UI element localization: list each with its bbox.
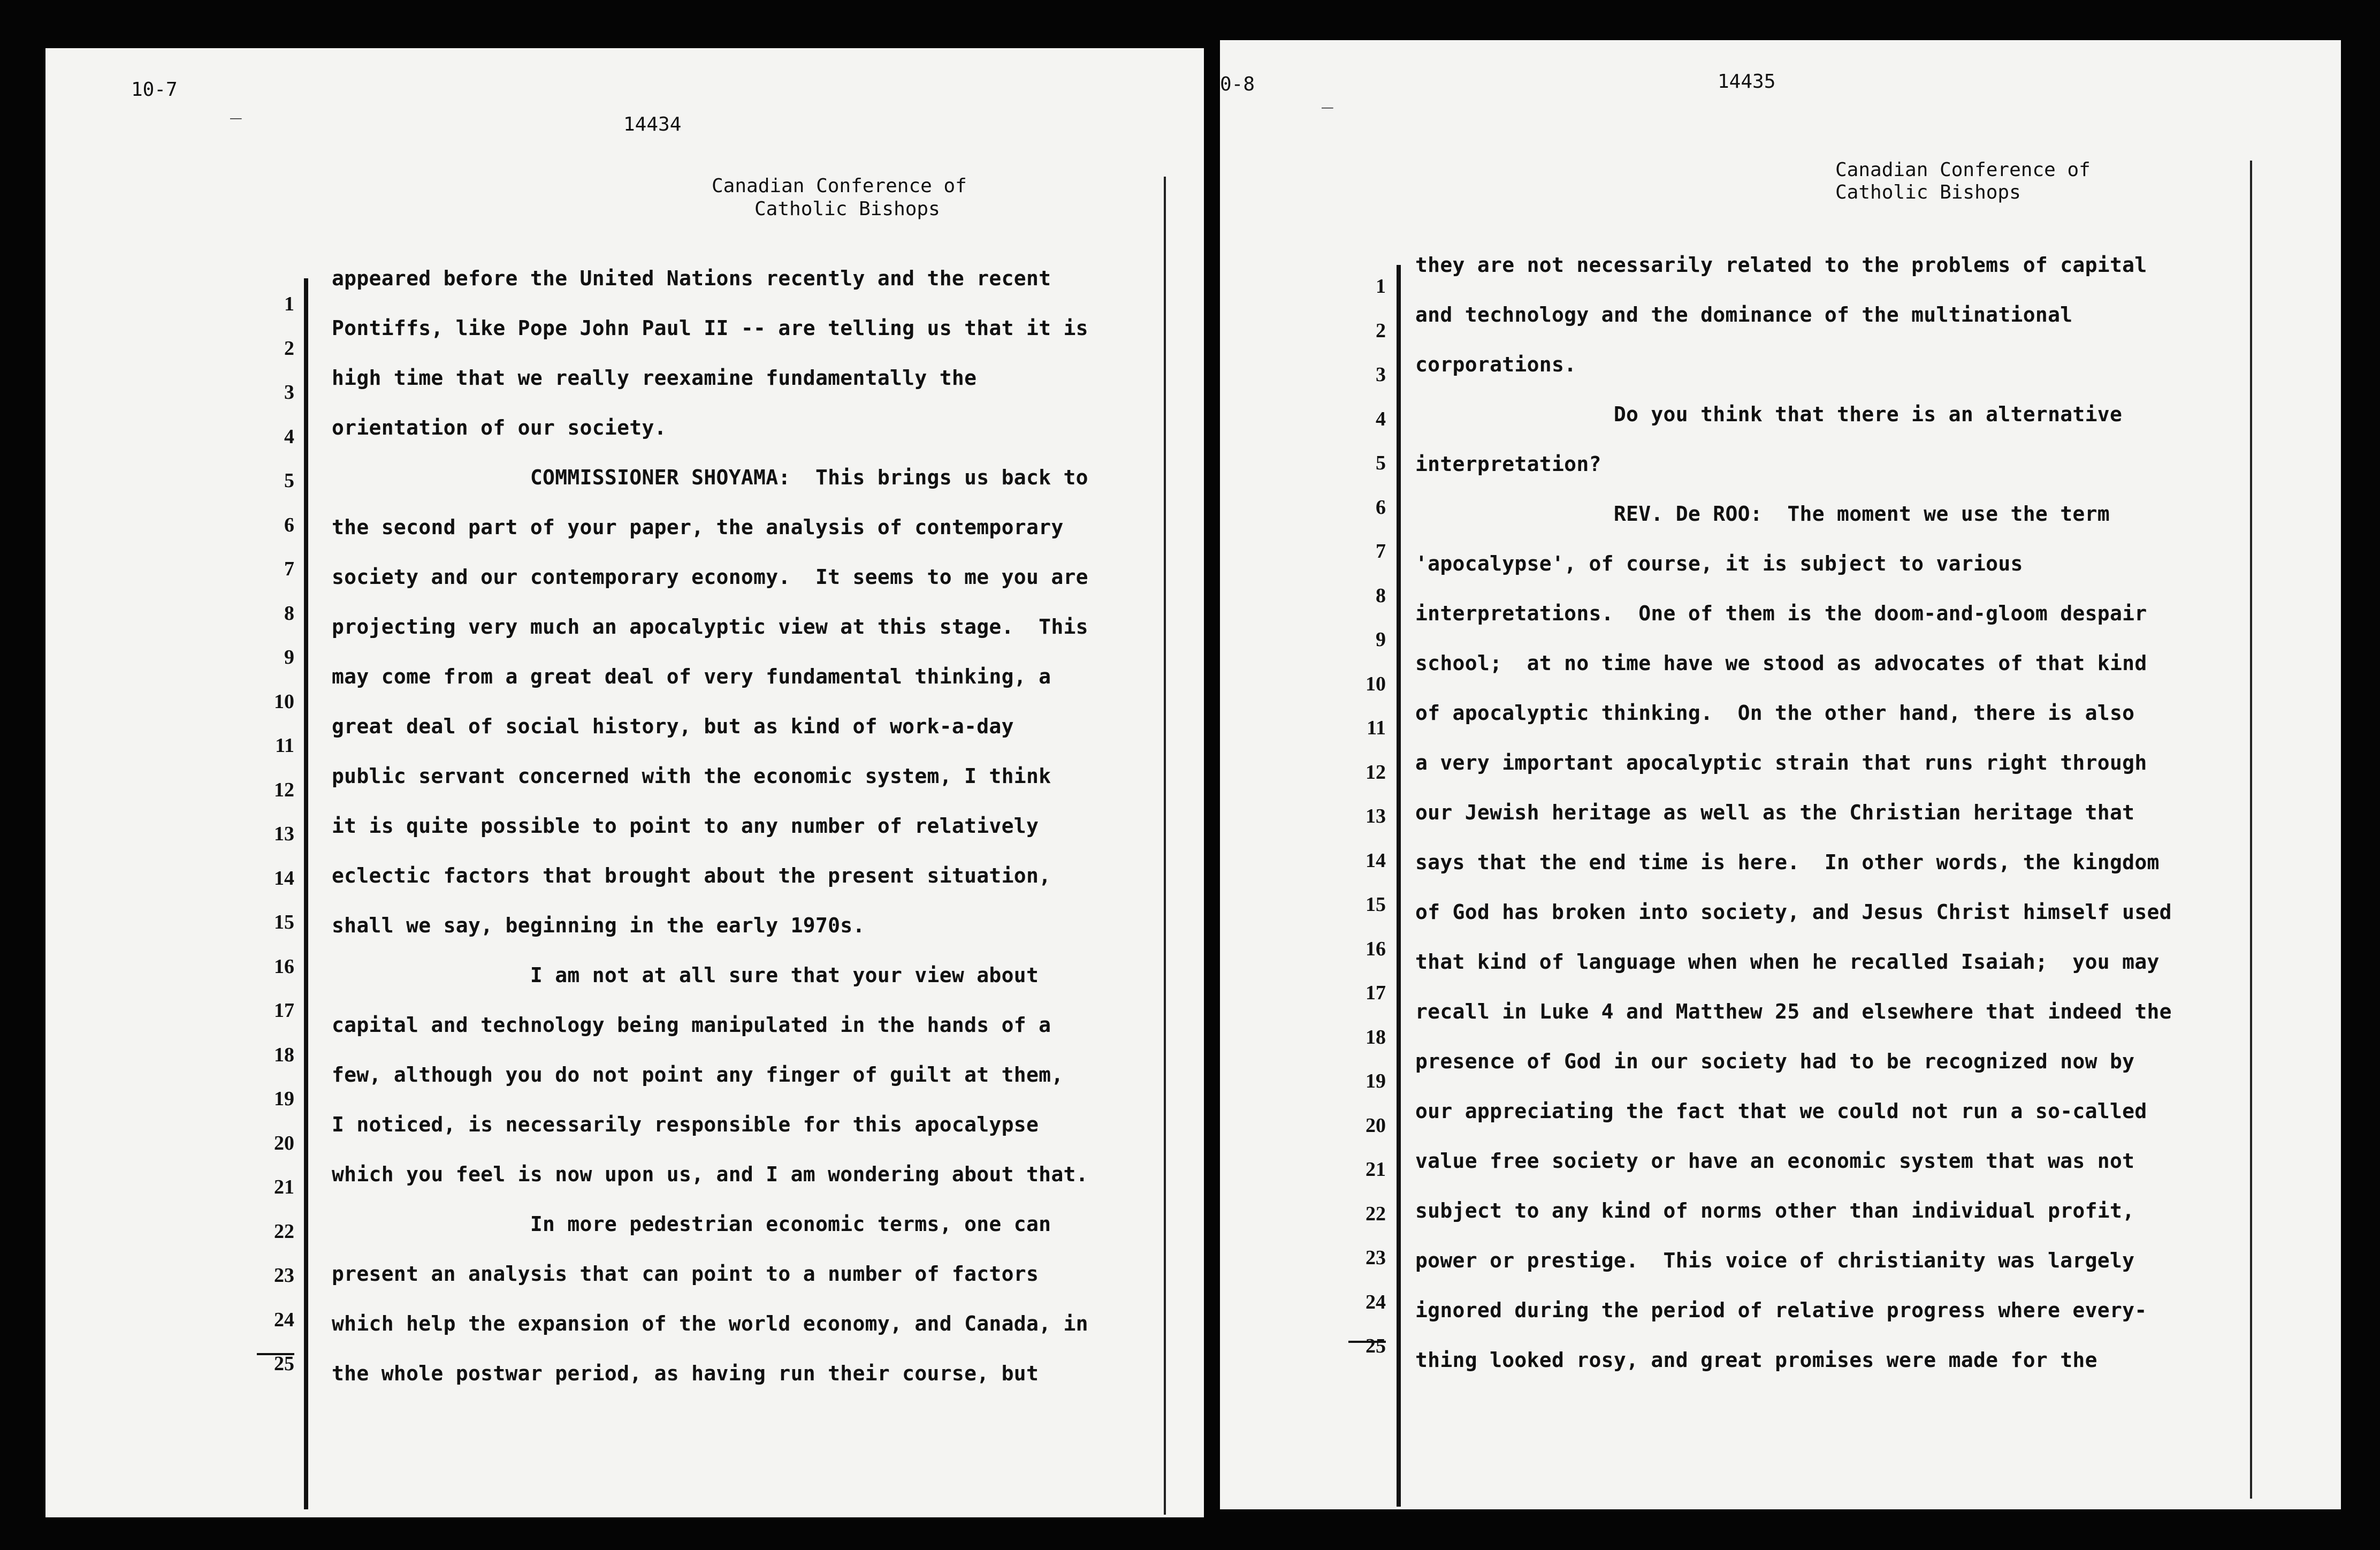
left-margin-rule xyxy=(1397,265,1401,1507)
line-number: 23 xyxy=(1366,1247,1386,1269)
line-number: 21 xyxy=(1366,1158,1386,1181)
line-number: 5 xyxy=(1376,452,1386,474)
line-number: 9 xyxy=(284,646,294,668)
line-number: 17 xyxy=(1366,982,1386,1004)
right-margin-rule xyxy=(1164,177,1166,1515)
line-number: 5 xyxy=(284,469,294,492)
line-number: 23 xyxy=(274,1264,294,1287)
transcript-line: presence of God in our society had to be recognized now by xyxy=(1415,1050,2135,1073)
transcript-line: our Jewish heritage as well as the Christian heritage that xyxy=(1415,801,2135,824)
organization-line-2: Catholic Bishops xyxy=(1835,181,2021,203)
organization-line-1: Canadian Conference of xyxy=(712,175,967,197)
line-number: 11 xyxy=(275,734,294,757)
transcript-line: REV. De ROO: The moment we use the term xyxy=(1415,502,2110,526)
line-number: 17 xyxy=(274,999,294,1022)
line-number: 13 xyxy=(1366,805,1386,827)
page-number: 14434 xyxy=(623,113,682,135)
transcript-line: great deal of social history, but as kind of work-a-day xyxy=(332,715,1014,738)
line-number: 20 xyxy=(1366,1114,1386,1137)
line-number: 6 xyxy=(284,513,294,536)
line-number: 16 xyxy=(274,955,294,978)
transcript-line: I noticed, is necessarily responsible for this apocalypse xyxy=(332,1113,1039,1136)
transcript-line: interpretation? xyxy=(1415,452,1601,476)
corner-dash-mark: _ xyxy=(1322,87,1333,109)
transcript-line: society and our contemporary economy. It seems to me you are xyxy=(332,565,1088,589)
line-number: 9 xyxy=(1376,628,1386,651)
transcript-line: recall in Luke 4 and Matthew 25 and elsewhere that indeed the xyxy=(1415,1000,2172,1023)
line-number: 12 xyxy=(1366,761,1386,784)
line-number: 8 xyxy=(1376,584,1386,607)
transcript-line: of apocalyptic thinking. On the other hand, there is also xyxy=(1415,701,2135,725)
line-number: 8 xyxy=(284,602,294,625)
line-number: 2 xyxy=(1376,319,1386,342)
line-number: 19 xyxy=(274,1088,294,1110)
transcript-line: few, although you do not point any finger of guilt at them, xyxy=(332,1063,1064,1086)
transcript-line: power or prestige. This voice of christianity was largely xyxy=(1415,1249,2135,1272)
line-number: 3 xyxy=(1376,363,1386,386)
transcript-line: the second part of your paper, the analysis of contemporary xyxy=(332,515,1064,539)
line-number: 18 xyxy=(274,1043,294,1066)
transcript-line: the whole postwar period, as having run their course, but xyxy=(332,1362,1039,1385)
line-number: 7 xyxy=(1376,540,1386,563)
right-margin-rule xyxy=(2250,161,2252,1499)
organization-line-1: Canadian Conference of xyxy=(1835,159,2091,181)
transcript-line: subject to any kind of norms other than individual profit, xyxy=(1415,1199,2135,1222)
transcript-line: school; at no time have we stood as advocates of that kind xyxy=(1415,651,2147,675)
transcript-line: a very important apocalyptic strain that runs right through xyxy=(1415,751,2147,774)
line-number: 14 xyxy=(1366,849,1386,872)
transcript-line: may come from a great deal of very fundamental thinking, a xyxy=(332,665,1051,688)
transcript-line: and technology and the dominance of the multinational xyxy=(1415,303,2073,326)
line-number: 7 xyxy=(284,558,294,580)
transcript-line: corporations. xyxy=(1415,353,1577,376)
page-corner-label: 10-7 xyxy=(131,79,178,101)
line-number: 25 xyxy=(274,1353,294,1375)
transcript-line: that kind of language when when he recalled Isaiah; you may xyxy=(1415,950,2160,974)
transcript-line: capital and technology being manipulated in the hands of a xyxy=(332,1013,1051,1037)
transcript-line: shall we say, beginning in the early 1970s. xyxy=(332,914,865,937)
transcript-line: high time that we really reexamine fundamentally the xyxy=(332,366,977,390)
line-number: 1 xyxy=(1376,275,1386,298)
line-number: 11 xyxy=(1367,717,1386,739)
transcript-line: says that the end time is here. In other words, the kingdom xyxy=(1415,850,2160,874)
organization-line-2: Catholic Bishops xyxy=(754,198,940,220)
transcript-line: I am not at all sure that your view about xyxy=(332,963,1039,987)
transcript-line: which you feel is now upon us, and I am wondering about that. xyxy=(332,1162,1088,1186)
transcript-line: orientation of our society. xyxy=(332,416,667,439)
transcript-line: public servant concerned with the economic system, I think xyxy=(332,764,1051,788)
line-number: 4 xyxy=(284,425,294,448)
line-number: 22 xyxy=(1366,1202,1386,1225)
line-number: 12 xyxy=(274,778,294,801)
page-number: 14435 xyxy=(1718,71,1776,93)
line-number: 13 xyxy=(274,823,294,845)
transcript-line: interpretations. One of them is the doom-and-gloom despair xyxy=(1415,602,2147,625)
transcript-line: ignored during the period of relative progress where every- xyxy=(1415,1298,2147,1322)
corner-dash-mark: _ xyxy=(230,97,242,119)
transcript-line: they are not necessarily related to the problems of capital xyxy=(1415,253,2147,277)
line-number: 22 xyxy=(274,1220,294,1243)
line-number: 24 xyxy=(274,1308,294,1331)
line-number: 19 xyxy=(1366,1070,1386,1092)
line-number: 2 xyxy=(284,337,294,360)
right-transcript-page xyxy=(1220,40,2341,1509)
transcript-line: Do you think that there is an alternative xyxy=(1415,402,2123,426)
line-number: 4 xyxy=(1376,407,1386,430)
transcript-line: In more pedestrian economic terms, one can xyxy=(332,1212,1051,1236)
line-number: 10 xyxy=(1366,672,1386,695)
line-number: 14 xyxy=(274,867,294,890)
line-number: 6 xyxy=(1376,496,1386,519)
transcript-line: value free society or have an economic system that was not xyxy=(1415,1149,2135,1173)
transcript-line: Pontiffs, like Pope John Paul II -- are telling us that it is xyxy=(332,316,1088,340)
line-number: 24 xyxy=(1366,1290,1386,1313)
transcript-line: of God has broken into society, and Jesus Christ himself used xyxy=(1415,900,2172,924)
left-transcript-page xyxy=(45,48,1204,1517)
line-number: 16 xyxy=(1366,937,1386,960)
line-number: 15 xyxy=(274,911,294,933)
line-number: 10 xyxy=(274,690,294,713)
transcript-line: our appreciating the fact that we could not run a so-called xyxy=(1415,1099,2147,1123)
transcript-line: COMMISSIONER SHOYAMA: This brings us back to xyxy=(332,466,1088,489)
line-number: 3 xyxy=(284,381,294,404)
left-margin-rule xyxy=(304,278,308,1509)
transcript-line: appeared before the United Nations recently and the recent xyxy=(332,267,1051,290)
transcript-line: 'apocalypse', of course, it is subject to various xyxy=(1415,552,2023,575)
line-number: 20 xyxy=(274,1131,294,1154)
transcript-line: eclectic factors that brought about the present situation, xyxy=(332,864,1051,887)
line-number: 21 xyxy=(274,1176,294,1198)
transcript-line: it is quite possible to point to any number of relatively xyxy=(332,814,1039,838)
page-corner-label: 0-8 xyxy=(1220,73,1255,95)
line-number: 18 xyxy=(1366,1025,1386,1048)
transcript-line: projecting very much an apocalyptic view at this stage. This xyxy=(332,615,1088,639)
line-number: 1 xyxy=(284,293,294,315)
line-number: 15 xyxy=(1366,893,1386,916)
transcript-line: thing looked rosy, and great promises were made for the xyxy=(1415,1348,2097,1372)
line-number: 25 xyxy=(1366,1335,1386,1357)
transcript-line: present an analysis that can point to a number of factors xyxy=(332,1262,1039,1286)
transcript-line: which help the expansion of the world economy, and Canada, in xyxy=(332,1312,1088,1335)
